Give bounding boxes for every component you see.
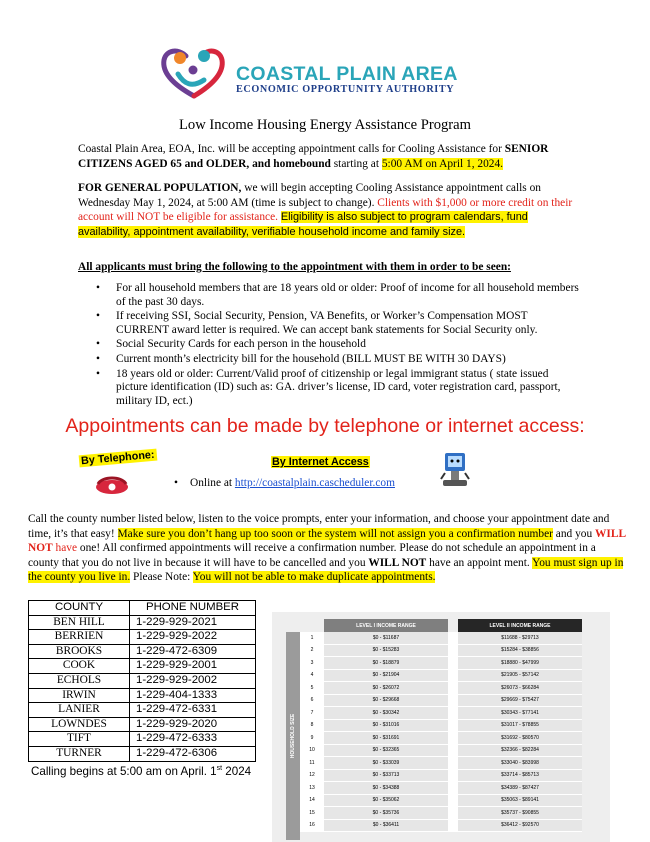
telephone-icon	[94, 474, 130, 496]
table-row: TIFT 1-229-472-6333	[29, 732, 256, 747]
table-row: BROOKS 1-229-472-6309	[29, 644, 256, 659]
by-telephone-label: By Telephone:	[80, 448, 155, 468]
online-access-item: • Online at http://coastalplain.cascheduler.com	[174, 477, 395, 489]
table-row: 6 $0 - $29668 $29669 - $75427	[300, 694, 582, 707]
table-header-row	[29, 601, 256, 616]
list-item: • Social Security Cards for each person in the household	[92, 338, 580, 352]
scheduler-link[interactable]: http://coastalplain.cascheduler.com	[234, 477, 395, 489]
org-name-line2: ECONOMIC OPPORTUNITY AUTHORITY	[236, 84, 455, 95]
logo	[158, 50, 498, 102]
table-row: IRWIN 1-229-404-1333	[29, 688, 256, 703]
instructions-paragraph: Call the county number listed below, listen to the voice prompts, enter your information, and choose your appointment date and time, it’s that easy! Make sure you don’t hang up too soon or the system will not assign you a confirmation number and you WILL NOT have one! All confirmed appointments will receive a confirmation number. Please do not schedule an appointment in a county that you do not live in because it will have to be cancelled and you WILL NOT have an appoint ment. You must sign up in the county you live in. Please Note: You will not be able to make duplicate appointments.	[28, 513, 626, 583]
column-header-level2: LEVEL II INCOME RANGE	[458, 619, 582, 632]
intro-paragraph-seniors: Coastal Plain Area, EOA, Inc. will be accepting appointment calls for Cooling Assistance for SENIOR CITIZENS AGED 65 and OLDER, and homebound starting at 5:00 AM on April 1, 2024.	[78, 143, 549, 170]
county-phone-table	[28, 600, 256, 762]
household-size-sidebar	[286, 632, 300, 840]
table-row: 1 $0 - $11687 $11688 - $29713	[300, 632, 582, 644]
table-row: 8 $0 - $31016 $31017 - $78855	[300, 719, 582, 732]
page-title: Low Income Housing Energy Assistance Program	[179, 117, 471, 133]
table-header-row	[300, 619, 582, 632]
appointments-banner: Appointments can be made by telephone or internet access:	[65, 415, 585, 437]
table-row: 10 $0 - $32365 $32366 - $82284	[300, 744, 582, 757]
table-row: 14 $0 - $35062 $35063 - $89141	[300, 794, 582, 807]
list-item: • Current month’s electricity bill for the household (BILL MUST BE WITH 30 DAYS)	[92, 353, 580, 367]
list-item: • For all household members that are 18 years old or older: Proof of income for all household members of the past 30 days.	[92, 282, 580, 309]
table-row: 2 $0 - $15283 $15284 - $38856	[300, 644, 582, 657]
list-item: • 18 years old or older: Current/Valid proof of citizenship or legal immigrant status ( state issued picture identification (ID) such as: GA. driver’s license, ID card, voter registration card, passport, military ID, ect.)	[92, 368, 580, 409]
table-row: 15 $0 - $35736 $35737 - $90855	[300, 807, 582, 820]
table-row: 16 $0 - $36411 $36412 - $92570	[300, 819, 582, 832]
requirements-list	[92, 282, 580, 409]
org-name-line1: COASTAL PLAIN AREA	[236, 63, 458, 85]
table-row: 11 $0 - $33039 $33040 - $83998	[300, 757, 582, 770]
list-item: • If receiving SSI, Social Security, Pension, VA Benefits, or Worker’s Compensation MOST CURRENT award letter is required. We can accept bank statements for Social Security only.	[92, 310, 580, 337]
by-internet-label: By Internet Access	[272, 456, 369, 468]
table-row: 5 $0 - $26072 $26073 - $66284	[300, 682, 582, 695]
table-row: BERRIEN 1-229-929-2022	[29, 630, 256, 645]
computer-mascot-icon	[440, 451, 470, 489]
table-row: 9 $0 - $31691 $31692 - $80570	[300, 732, 582, 745]
requirements-heading: All applicants must bring the following to the appointment with them in order to be seen:	[78, 261, 511, 273]
table-row: 13 $0 - $34388 $34389 - $87427	[300, 782, 582, 795]
column-header-level1: LEVEL I INCOME RANGE	[324, 619, 448, 632]
family-heart-logo-icon	[158, 44, 230, 100]
table-row: LANIER 1-229-472-6331	[29, 703, 256, 718]
column-header-county: COUNTY	[29, 601, 130, 616]
table-row: 4 $0 - $21904 $21905 - $57142	[300, 669, 582, 682]
table-row: ECHOLS 1-229-929-2002	[29, 673, 256, 688]
column-header-phone: PHONE NUMBER	[130, 601, 256, 616]
income-range-table	[300, 619, 582, 832]
table-row: BEN HILL 1-229-929-2021	[29, 615, 256, 630]
table-row: 7 $0 - $30342 $30343 - $77141	[300, 707, 582, 720]
table-row: COOK 1-229-929-2001	[29, 659, 256, 674]
intro-paragraph-general: FOR GENERAL POPULATION, we will begin accepting Cooling Assistance appointment calls on Wednesday May 1, 2024, at 5:00 AM (time is subject to change). Clients with $1,000 or more credit on their account will NOT be eligible for assistance. Eligibility is also subject to program calendars, fund availability, appointment availability, verifiable household income and family size.	[78, 182, 573, 238]
calling-begins-note: Calling begins at 5:00 am on April. 1st 2024	[31, 765, 252, 778]
table-row: 3 $0 - $18879 $18880 - $47999	[300, 657, 582, 670]
table-row: LOWNDES 1-229-929-2020	[29, 717, 256, 732]
household-size-label: HOUSEHOLD SIZE	[290, 713, 296, 759]
table-row: 12 $0 - $33713 $33714 - $85713	[300, 769, 582, 782]
table-row: TURNER 1-229-472-6306	[29, 746, 256, 761]
